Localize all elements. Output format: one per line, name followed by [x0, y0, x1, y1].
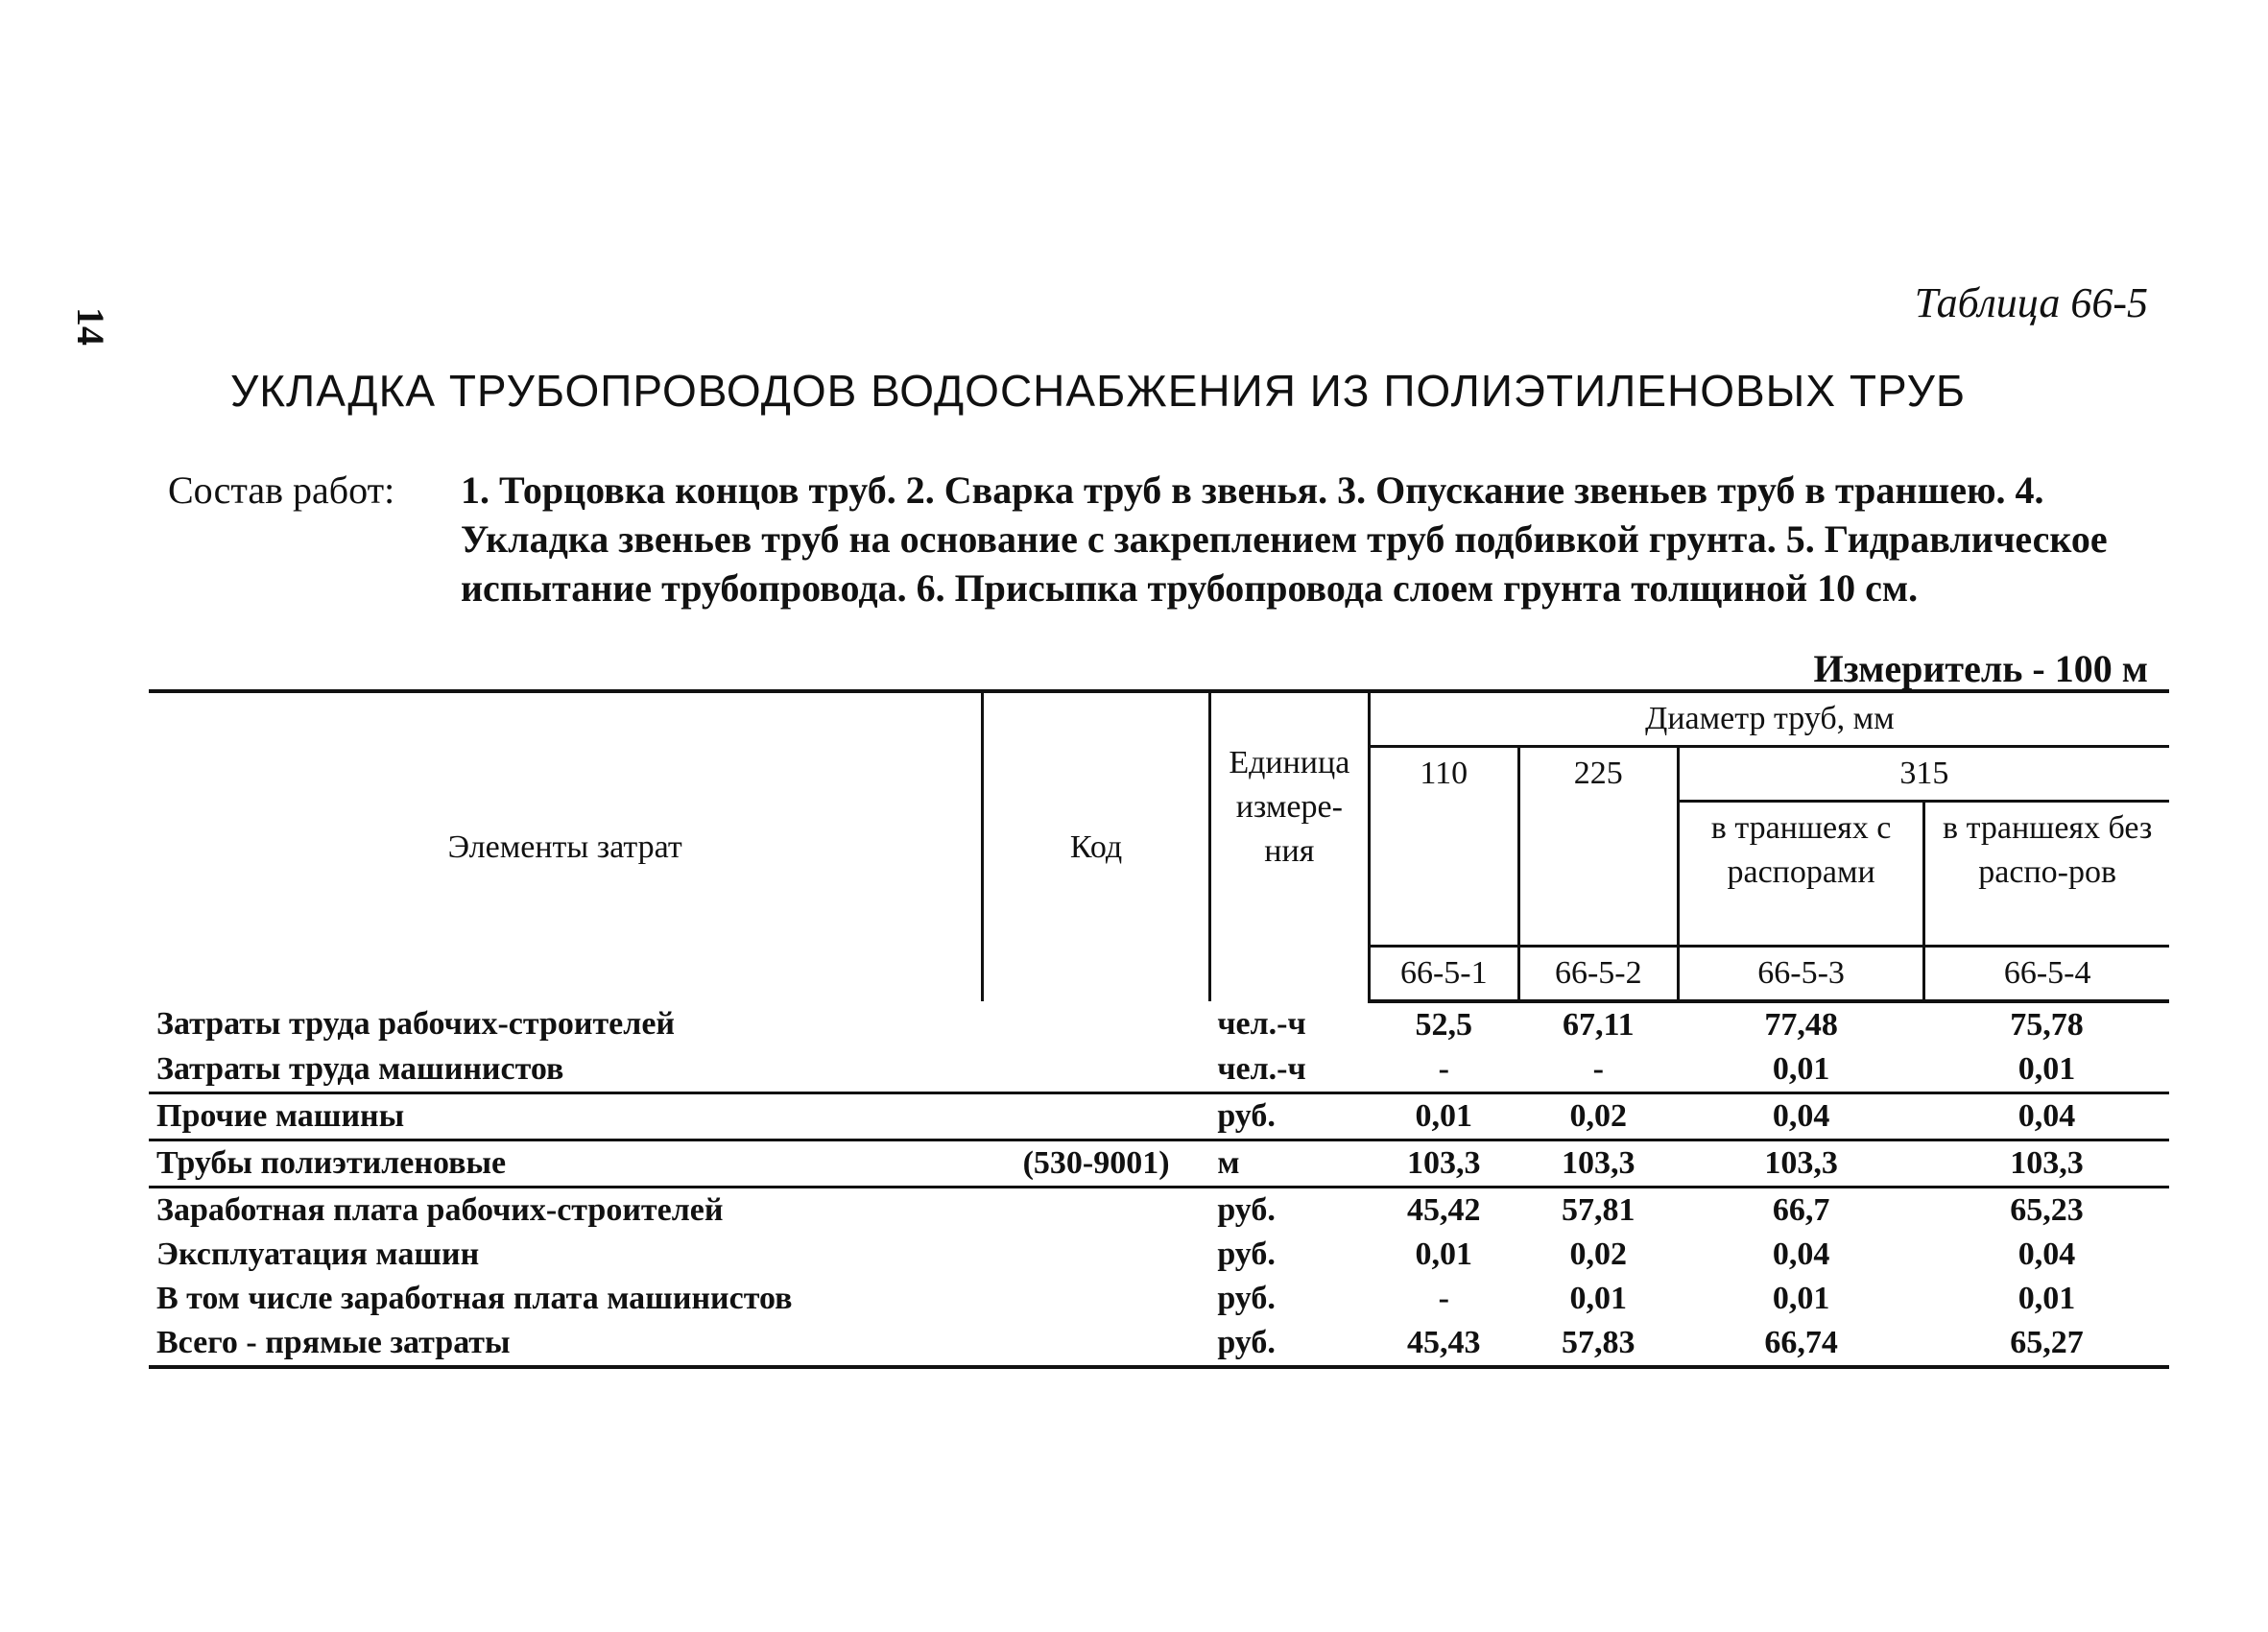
row-value-315-no-struts: 75,78	[2010, 1007, 2084, 1043]
table-row	[149, 1321, 2169, 1367]
header-with-struts: в траншеях с распорами	[1678, 802, 1924, 947]
row-code	[983, 1188, 1209, 1234]
row-unit: руб.	[1217, 1281, 1276, 1316]
header-d315: 315	[1678, 747, 2169, 802]
row-name: Эксплуатация машин	[156, 1236, 480, 1272]
row-code	[983, 1233, 1209, 1277]
work-scope	[168, 466, 2155, 612]
row-value-315-struts: 77,48	[1764, 1007, 1838, 1043]
row-value-225: 0,02	[1518, 1093, 1678, 1140]
header-code-66-5-3: 66-5-3	[1678, 947, 1924, 1002]
row-value-315-no-struts: 0,01	[1924, 1047, 2169, 1093]
row-value-315-struts: 66,74	[1678, 1321, 1924, 1367]
header-without-struts: в траншеях без распо-ров	[1924, 802, 2169, 947]
row-value-225: 57,83	[1518, 1321, 1678, 1367]
row-code	[983, 1093, 1209, 1140]
row-name: Затраты труда машинистов	[149, 1047, 983, 1093]
work-scope-text: 1. Торцовка концов труб. 2. Сварка труб в звенья. 3. Опускание звеньев труб в траншею. 4. Укладка звеньев труб на основание с закреплением труб подбивкой грунта. 5. Гидравлическое испытание трубопровода. 6. Присыпка трубопровода слоем грунта толщиной 10 см.	[461, 468, 2108, 610]
row-value-110: 45,43	[1369, 1321, 1518, 1367]
table-row	[149, 1188, 2169, 1234]
page-title: УКЛАДКА ТРУБОПРОВОДОВ ВОДОСНАБЖЕНИЯ ИЗ ПОЛИЭТИЛЕНОВЫХ ТРУБ	[230, 366, 1967, 416]
row-unit: руб.	[1217, 1192, 1276, 1228]
row-value-225: 0,02	[1569, 1236, 1628, 1272]
row-name: В том числе заработная плата машинистов	[156, 1281, 793, 1316]
table-row	[149, 1001, 2169, 1047]
row-value-315-no-struts: 65,27	[1924, 1321, 2169, 1367]
row-value-315-no-struts: 103,3	[1924, 1140, 2169, 1188]
header-code-66-5-1: 66-5-1	[1369, 947, 1518, 1002]
row-value-110: -	[1369, 1047, 1518, 1093]
header-code: Код	[983, 691, 1209, 1001]
row-value-225: 57,81	[1562, 1192, 1635, 1228]
table-row	[149, 1093, 2169, 1140]
row-value-225: 103,3	[1518, 1140, 1678, 1188]
row-value-315-no-struts: 65,23	[2010, 1192, 2084, 1228]
row-value-315-struts: 0,01	[1678, 1047, 1924, 1093]
header-code-66-5-4: 66-5-4	[1924, 947, 2169, 1002]
row-code	[983, 1047, 1209, 1093]
row-value-315-no-struts: 0,04	[1924, 1093, 2169, 1140]
row-code	[983, 1001, 1209, 1047]
table-row	[149, 1047, 2169, 1093]
row-value-315-struts: 0,04	[1772, 1236, 1830, 1272]
row-value-315-struts: 0,01	[1772, 1281, 1830, 1316]
row-value-225: 67,11	[1562, 1007, 1635, 1043]
measure-unit: Измеритель - 100 м	[1813, 647, 2148, 690]
row-value-110: 45,42	[1407, 1192, 1481, 1228]
row-value-110: 103,3	[1369, 1140, 1518, 1188]
table-row	[149, 1233, 2169, 1277]
header-code-66-5-2: 66-5-2	[1518, 947, 1678, 1002]
row-unit: руб.	[1209, 1321, 1369, 1367]
row-name: Заработная плата рабочих-строителей	[156, 1192, 724, 1228]
page-number: 14	[69, 307, 112, 346]
row-value-110: -	[1438, 1281, 1449, 1316]
row-name: Всего - прямые затраты	[149, 1321, 983, 1367]
row-value-225: 0,01	[1569, 1281, 1628, 1316]
row-code: (530-9001)	[983, 1140, 1209, 1188]
row-code	[983, 1277, 1209, 1321]
table-row	[149, 1277, 2169, 1321]
row-unit: м	[1209, 1140, 1369, 1188]
row-value-110: 0,01	[1415, 1236, 1473, 1272]
row-value-315-no-struts: 0,01	[2017, 1281, 2076, 1316]
header-elements: Элементы затрат	[149, 691, 983, 1001]
row-value-315-struts: 103,3	[1678, 1140, 1924, 1188]
row-value-225: -	[1518, 1047, 1678, 1093]
row-value-315-no-struts: 0,04	[2017, 1236, 2076, 1272]
row-name: Затраты труда рабочих-строителей	[156, 1006, 676, 1042]
row-name: Трубы полиэтиленовые	[149, 1140, 983, 1188]
table-row	[149, 1140, 2169, 1188]
row-code	[983, 1321, 1209, 1367]
table-label: Таблица 66-5	[1914, 279, 2148, 326]
header-d225: 225	[1518, 747, 1678, 947]
row-unit: чел.-ч	[1217, 1006, 1306, 1042]
row-unit: чел.-ч	[1209, 1047, 1369, 1093]
header-d110: 110	[1369, 747, 1518, 947]
work-scope-label: Состав работ:	[168, 468, 395, 512]
header-diameter: Диаметр труб, мм	[1369, 691, 2169, 747]
row-value-315-struts: 66,7	[1772, 1192, 1830, 1228]
row-value-110: 0,01	[1369, 1093, 1518, 1140]
row-unit: руб.	[1209, 1093, 1369, 1140]
header-unit: Единица измере-ния	[1209, 691, 1369, 1001]
row-unit: руб.	[1217, 1236, 1276, 1272]
cost-table	[149, 689, 2169, 1369]
row-name: Прочие машины	[149, 1093, 983, 1140]
row-value-110: 52,5	[1415, 1007, 1473, 1043]
row-value-315-struts: 0,04	[1678, 1093, 1924, 1140]
